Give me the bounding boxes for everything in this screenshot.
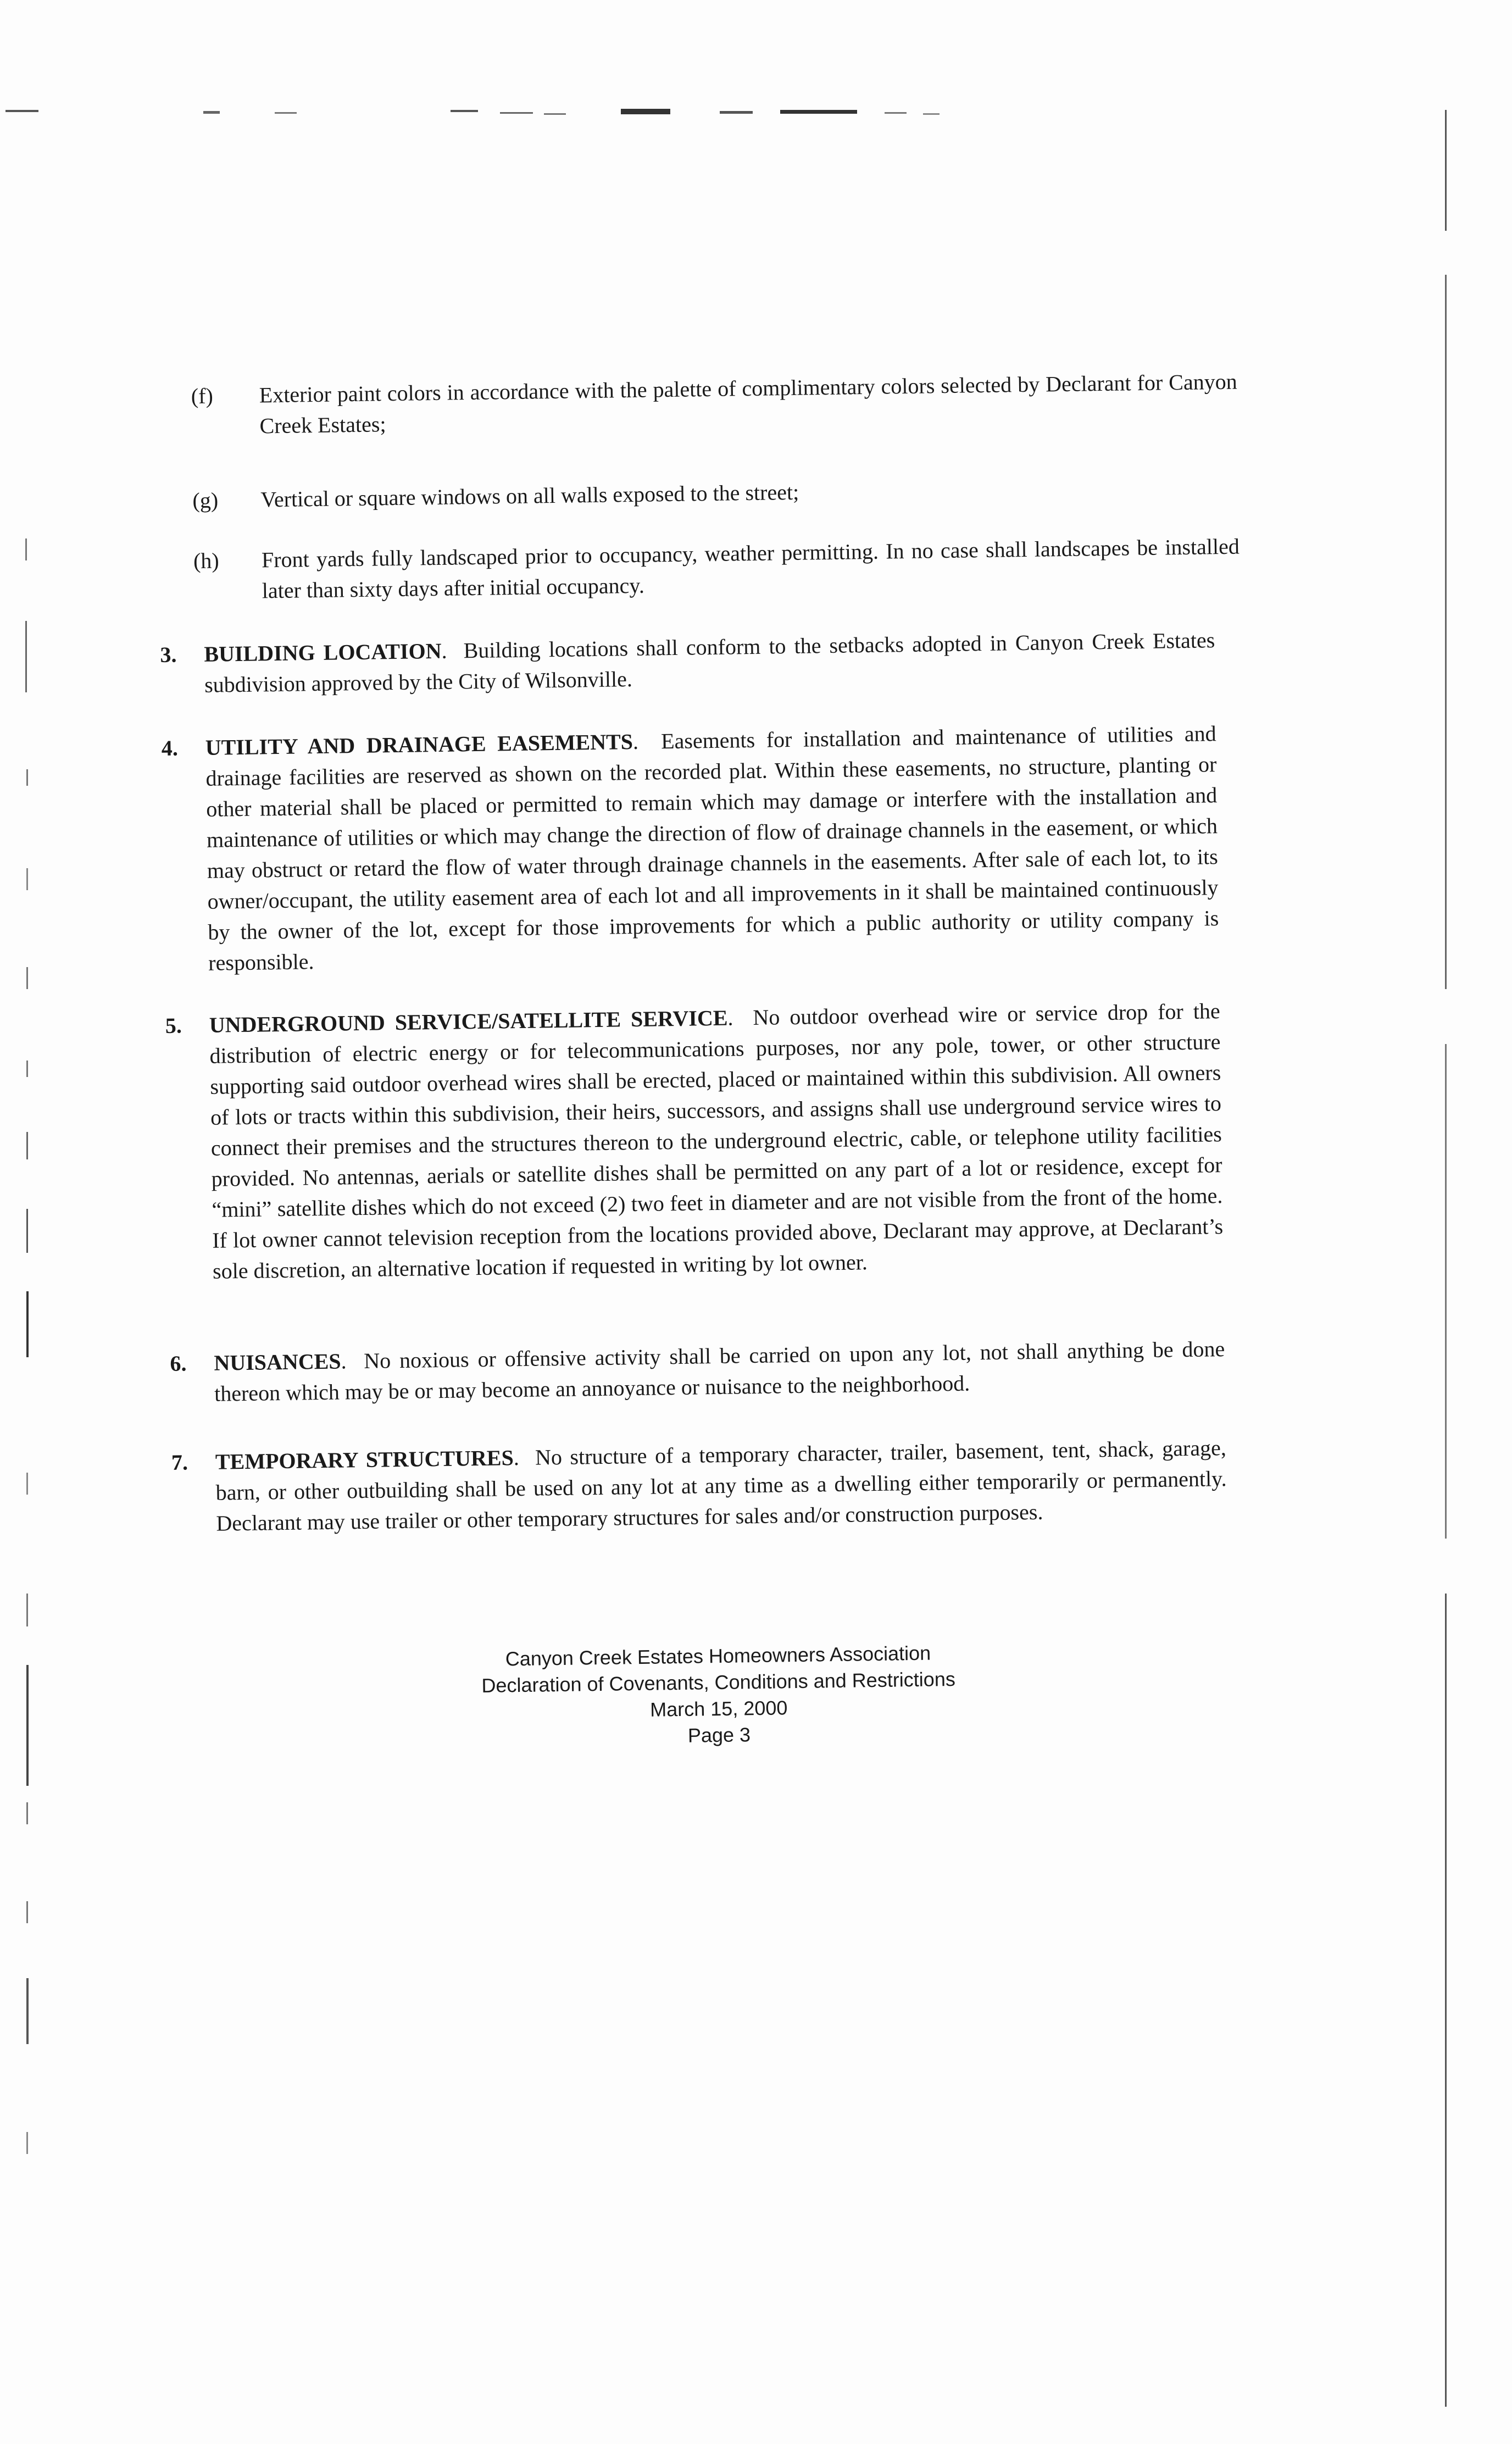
section-text: No outdoor overhead wire or service drop for the distribution of electric energy or for telecommunications purposes, nor any pole, tower, or other structure supporting said outdoor overhead wires shall be erected, placed or maintained within this subdivision. All owners of lots or tracts within this subdivision, their heirs, successors, and assigns shall use underground service wires to connect their premises and the structures thereon to the underground electric, cable, or telephone utility facilities provided. No antennas, aerials or satellite dishes shall be permitted on any part of a lot or residence, except for “mini” satellite dishes which do not exceed (2) two feet in diameter and are not visible from the front of the home. If lot owner cannot television reception from the locations provided above, Declarant may approve, at Declarant’s sole discretion, an alternative location if requested in writing by lot owner. xyxy=(209,998,1224,1284)
section-7: 7. TEMPORARY STRUCTURES. No structure of a temporary character, trailer, basement, tent, shack, garage, barn, or other outbuilding shall be used on any lot at any time as a dwelling either temporarily or permanently. Declarant may use trailer or other temporary structures for sales and/or construction purposes. xyxy=(171,1435,1227,1536)
section-text: Easements for installation and maintenance of utilities and drainage facilities are reserved as shown on the recorded plat. Within these easements, no structure, planting or other material shall be placed or permitted to remain which may damage or interfere with the installation and maintenance of utilities or which may change the direction of flow of drainage channels in the easement, or which may obstruct or retard the flow of water through drainage channels in the easements. After sale of each lot, to its owner/occupant, the utility easement area of each lot and all improvements in it shall be maintained continuously by the owner of the lot, except for those improvements for which a public authority or utility company is responsible. xyxy=(205,721,1219,975)
section-number: 5. xyxy=(165,1013,182,1038)
sub-item-f xyxy=(191,367,1237,442)
page-footer xyxy=(438,1639,1000,1752)
section-heading: TEMPORARY STRUCTURES xyxy=(215,1445,514,1474)
footer-declaration: Declaration of Covenants, Conditions and Restrictions xyxy=(481,1667,956,1697)
section-4: 4. UTILITY AND DRAINAGE EASEMENTS. Easements for installation and maintenance of utilities and drainage facilities are reserved as shown on the recorded plat. Within these easements, no structure, planting or other material shall be placed or permitted to remain which may damage or interfere with the installation and maintenance of utilities or which may change the direction of flow of drainage channels in the easement, or which may obstruct or retard the flow of water through drainage channels in the easements. After sale of each lot, to its owner/occupant, the utility easement area of each lot and all improvements in it shall be maintained continuously by the owner of the lot, except for those improvements for which a public authority or utility company is responsible. xyxy=(161,721,1219,975)
sub-item-marker: (f) xyxy=(191,383,214,409)
section-heading: NUISANCES xyxy=(214,1348,341,1375)
section-6: 6. NUISANCES. No noxious or offensive activity shall be carried on upon any lot, not shall anything be done thereon which may be or may become an annoyance or nuisance to the neighborhood. xyxy=(170,1336,1225,1406)
section-number: 3. xyxy=(160,642,177,668)
section-number: 7. xyxy=(171,1450,188,1475)
section-heading: UNDERGROUND SERVICE/SATELLITE SERVICE xyxy=(209,1005,728,1037)
sub-item-g xyxy=(192,471,1239,516)
section-text: Building locations shall conform to the setbacks adopted in Canyon Creek Estates subdivision approved by the City of Wilsonville. xyxy=(204,628,1215,697)
footer-association: Canyon Creek Estates Homeowners Association xyxy=(505,1641,931,1670)
section-heading: BUILDING LOCATION xyxy=(204,638,442,667)
sub-item-marker: (g) xyxy=(192,487,219,513)
footer-page-number: Page 3 xyxy=(687,1723,751,1747)
sub-item-text: Vertical or square windows on all walls exposed to the street; xyxy=(260,479,799,512)
section-3: 3. BUILDING LOCATION. Building locations shall conform to the setbacks adopted in Canyon Creek Estates subdivision approved by the City of Wilsonville. xyxy=(160,628,1215,697)
section-text: No structure of a temporary character, trailer, basement, tent, shack, garage, barn, or other outbuilding shall be used on any lot at any time as a dwelling either temporarily or permanently. Declarant may use trailer or other temporary structures for sales and/or construction purposes. xyxy=(215,1435,1227,1536)
section-number: 4. xyxy=(161,735,179,761)
sub-item-text: Front yards fully landscaped prior to occupancy, weather permitting. In no case shall landscapes be installed later than sixty days after initial occupancy. xyxy=(261,534,1240,603)
section-text: No noxious or offensive activity shall be carried on upon any lot, not shall anything be done thereon which may be or may become an annoyance or nuisance to the neighborhood. xyxy=(214,1336,1225,1406)
section-number: 6. xyxy=(170,1351,187,1376)
footer-date: March 15, 2000 xyxy=(649,1696,788,1721)
section-5: 5. UNDERGROUND SERVICE/SATELLITE SERVICE. No outdoor overhead wire or service drop for the distribution of electric energy or for telecommunications purposes, nor any pole, tower, or other structure supporting said outdoor overhead wires shall be erected, placed or maintained within this subdivision. All owners of lots or tracts within this subdivision, their heirs, successors, and assigns shall use underground service wires to connect their premises and the structures thereon to the underground electric, cable, or telephone utility facilities provided. No antennas, aerials or satellite dishes shall be permitted on any part of a lot or residence, except for “mini” satellite dishes which do not exceed (2) two feet in diameter and are not visible from the front of the home. If lot owner cannot television reception from the locations provided above, Declarant may approve, at Declarant’s sole discretion, an alternative location if requested in writing by lot owner. xyxy=(165,998,1224,1284)
sub-item-h xyxy=(193,531,1240,607)
sub-item-text: Exterior paint colors in accordance with the palette of complimentary colors selected by Declarant for Canyon Creek Estates; xyxy=(259,369,1237,438)
sub-item-marker: (h) xyxy=(193,548,219,574)
section-heading: UTILITY AND DRAINAGE EASEMENTS xyxy=(205,729,633,760)
